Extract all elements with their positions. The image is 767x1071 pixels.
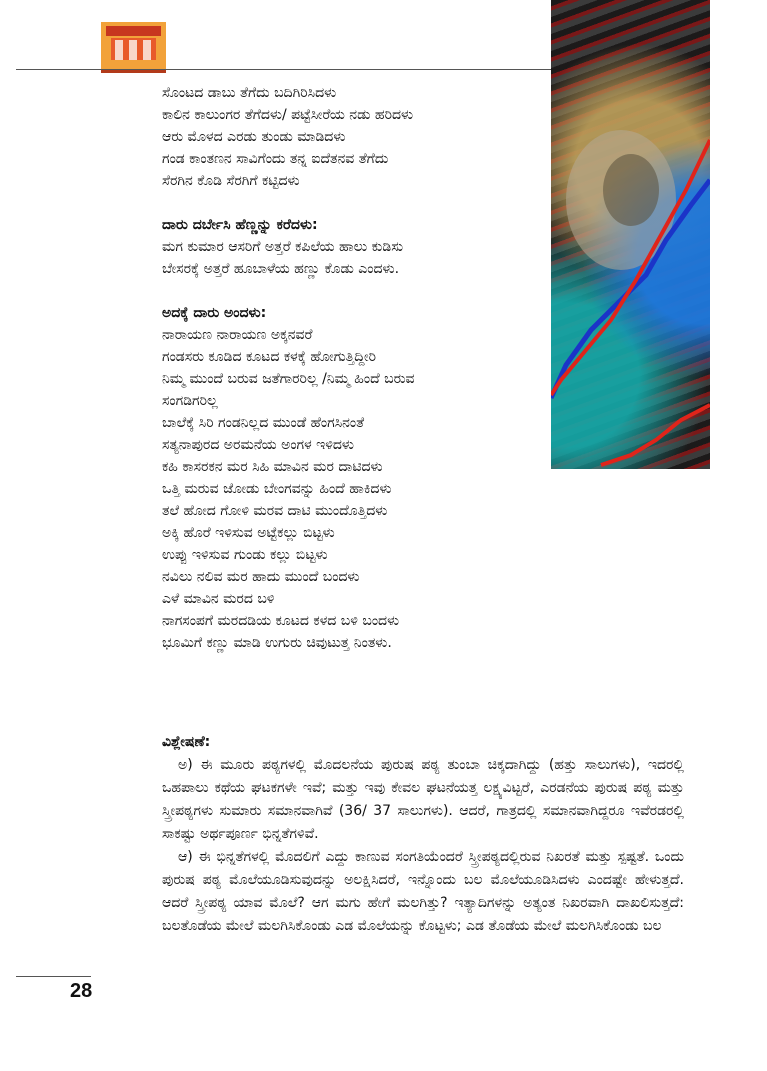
poem-line: ಒತ್ತಿ ಮರುವ ಜೋಡು ಬೇಂಗವನ್ನು ಹಿಂದೆ ಹಾಕಿದಳು — [162, 481, 392, 497]
poem-line: ಸಂಗಡಿಗರಿಲ್ಲ — [162, 393, 218, 409]
poem-line: ಭೂಮಿಗೆ ಕಣ್ಣು ಮಾಡಿ ಉಗುರು ಚಿವುಟುತ್ತ ನಿಂತಳು. — [162, 635, 392, 651]
analysis-paragraph: ಅ) ಈ ಮೂರು ಪಠ್ಯಗಳಲ್ಲಿ ಮೊದಲನೆಯ ಪುರುಷ ಪಠ್ಯ ತುಂಬಾ ಚಿಕ್ಕದಾಗಿದ್ದು (ಹತ್ತು ಸಾಲುಗಳು), ಇದರಲ್ಲಿ ಒಹಪಾಲು ಕಥೆಯ ಘಟಕಗಳೇ ಇವೆ; ಮತ್ತು ಇವು ಕೇವಲ ಘಟನೆಯತ್ತ ಲಕ್ಷ್ಯವಿಟ್ಟರೆ, ಎರಡನೆಯ ಪುರುಷ ಪಠ್ಯ ಮತ್ತು ಸ್ತ್ರೀಪಠ್ಯಗಳು ಸುಮಾರು ಸಮಾನವಾಗಿವೆ (36/ 37 ಸಾಲುಗಳು). ಆದರೆ, ಗಾತ್ರದಲ್ಲಿ ಸಮಾನವಾಗಿದ್ದರೂ ಇವೆರಡರಲ್ಲಿ ಸಾಕಷ್ಟು ಅರ್ಥಪೂರ್ಣ ಭಿನ್ನತೆಗಳಿವೆ. — [162, 757, 684, 842]
poem-line: ಗಂಡಸರು ಕೂಡಿದ ಕೂಟದ ಕಳಕ್ಕೆ ಹೋಗುತ್ತಿದ್ದೀರಿ — [162, 349, 376, 365]
poem-line: ನಿಮ್ಮ ಮುಂದೆ ಬರುವ ಜತೆಗಾರರಿಲ್ಲ /ನಿಮ್ಮ ಹಿಂದೆ ಬರುವ — [162, 371, 415, 387]
poem-line: ಆರು ಮೊಳದ ಎರಡು ತುಂಡು ಮಾಡಿದಳು — [162, 129, 346, 145]
analysis-paragraph: ಆ) ಈ ಭಿನ್ನತೆಗಳಲ್ಲಿ ಮೊದಲಿಗೆ ಎದ್ದು ಕಾಣುವ ಸಂಗತಿಯೆಂದರೆ ಸ್ತ್ರೀಪಠ್ಯದಲ್ಲಿರುವ ನಿಖರತೆ ಮತ್ತು ಸ್ಪಷ್ಟತೆ. ಒಂದು ಪುರುಷ ಪಠ್ಯ ಮೊಲೆಯೂಡಿಸುವುದನ್ನು ಅಲಕ್ಷಿಸಿದರೆ, ಇನ್ನೊಂದು ಬಲ ಮೊಲೆಯೂಡಿಸಿದಳು ಎಂದಷ್ಟೇ ಹೇಳುತ್ತದೆ. ಆದರೆ ಸ್ತ್ರೀಪಠ್ಯ ಯಾವ ಮೊಲೆ? ಆಗ ಮಗು ಹೇಗೆ ಮಲಗಿತ್ತು? ಇತ್ಯಾದಿಗಳನ್ನು ಅತ್ಯಂತ ನಿಖರವಾಗಿ ದಾಖಲಿಸುತ್ತದೆ: ಬಲತೊಡೆಯ ಮೇಲೆ ಮಲಗಿಸಿಕೊಂಡು ಎಡ ಮೊಲೆಯನ್ನು ಕೊಟ್ಟಳು; ಎಡ ತೊಡೆಯ ಮೇಲೆ ಮಲಗಿಸಿಕೊಂಡು ಬಲ — [162, 849, 684, 934]
poem-line: ಸತ್ಯನಾಪುರದ ಅರಮನೆಯ ಅಂಗಳ ಇಳಿದಳು — [162, 437, 354, 453]
poem-line: ನಾಗಸಂಪಗೆ ಮರದಡಿಯ ಕೂಟದ ಕಳದ ಬಳಿ ಬಂದಳು — [162, 613, 400, 629]
page-number: 28 — [70, 980, 93, 1002]
analysis-section — [162, 731, 684, 938]
poem-text — [162, 82, 682, 654]
poem-line: ಎಳೆ ಮಾವಿನ ಮರದ ಬಳಿ — [162, 591, 275, 607]
poem-line: ಸೊಂಟದ ಡಾಬು ತೆಗೆದು ಬದಿಗಿರಿಸಿದಳು — [162, 85, 337, 101]
stanza-heading: ಅದಕ್ಕೆ ದಾರು ಅಂದಳು: — [162, 305, 267, 321]
analysis-heading: ವಿಶ್ಲೇಷಣೆ: — [162, 734, 211, 750]
poem-line: ಉಪ್ಪು ಇಳಿಸುವ ಗುಂಡು ಕಲ್ಲು ಬಿಟ್ಟಳು — [162, 547, 328, 563]
header-logo — [101, 22, 166, 73]
footer-rule — [16, 976, 91, 977]
stanza-heading: ದಾರು ದರ್ಬೇಸಿ ಹೆಣ್ಣನ್ನು ಕರೆದಳು: — [162, 217, 318, 233]
poem-line: ಬೇಸರಕ್ಕೆ ಅತ್ತರೆ ಹೂಬಾಳೆಯ ಹಣ್ಣು ಕೊಡು ಎಂದಳು. — [162, 261, 400, 277]
poem-line: ಬಾಲೆಕ್ಕೆ ಸಿರಿ ಗಂಡನಿಲ್ಲದ ಮುಂಡೆ ಹೆಂಗಸಿನಂತೆ — [162, 415, 365, 431]
poem-line: ಗಂಡ ಕಾಂತಣನ ಸಾವಿಗೆಂದು ತನ್ನ ಐದೆತನವ ತೆಗೆದು — [162, 151, 389, 167]
poem-line: ಅಕ್ಕಿ ಹೊರೆ ಇಳಿಸುವ ಅಟ್ಟೆಕಲ್ಲು ಬಿಟ್ಟಳು — [162, 525, 335, 541]
poem-line: ನಾರಾಯಣ ನಾರಾಯಣ ಅಕ್ಕನವರೆ — [162, 327, 313, 343]
poem-line: ತಲೆ ಹೋದ ಗೋಳಿ ಮರವ ದಾಟಿ ಮುಂದೊತ್ತಿದಳು — [162, 503, 388, 519]
poem-line: ನವಿಲು ನಲಿವ ಮರ ಹಾದು ಮುಂದೆ ಬಂದಳು — [162, 569, 360, 585]
poem-line: ಮಗ ಕುಮಾರ ಆಸರಿಗೆ ಅತ್ತರೆ ಕಪಿಲೆಯ ಹಾಲು ಕುಡಿಸು — [162, 239, 404, 255]
poem-line: ಕಾಲಿನ ಕಾಲುಂಗರ ತೆಗೆದಳು/ ಪಟ್ಟೆಸೀರೆಯ ನಡು ಹರಿದಳು — [162, 107, 414, 123]
poem-line: ಸೆರಗಿನ ಕೊಡಿ ಸೆರಗಿಗೆ ಕಟ್ಟಿದಳು — [162, 173, 300, 189]
header-rule — [16, 69, 551, 70]
poem-line: ಕಹಿ ಕಾಸರಕನ ಮರ ಸಿಹಿ ಮಾವಿನ ಮರ ದಾಟಿದಳು — [162, 459, 383, 475]
